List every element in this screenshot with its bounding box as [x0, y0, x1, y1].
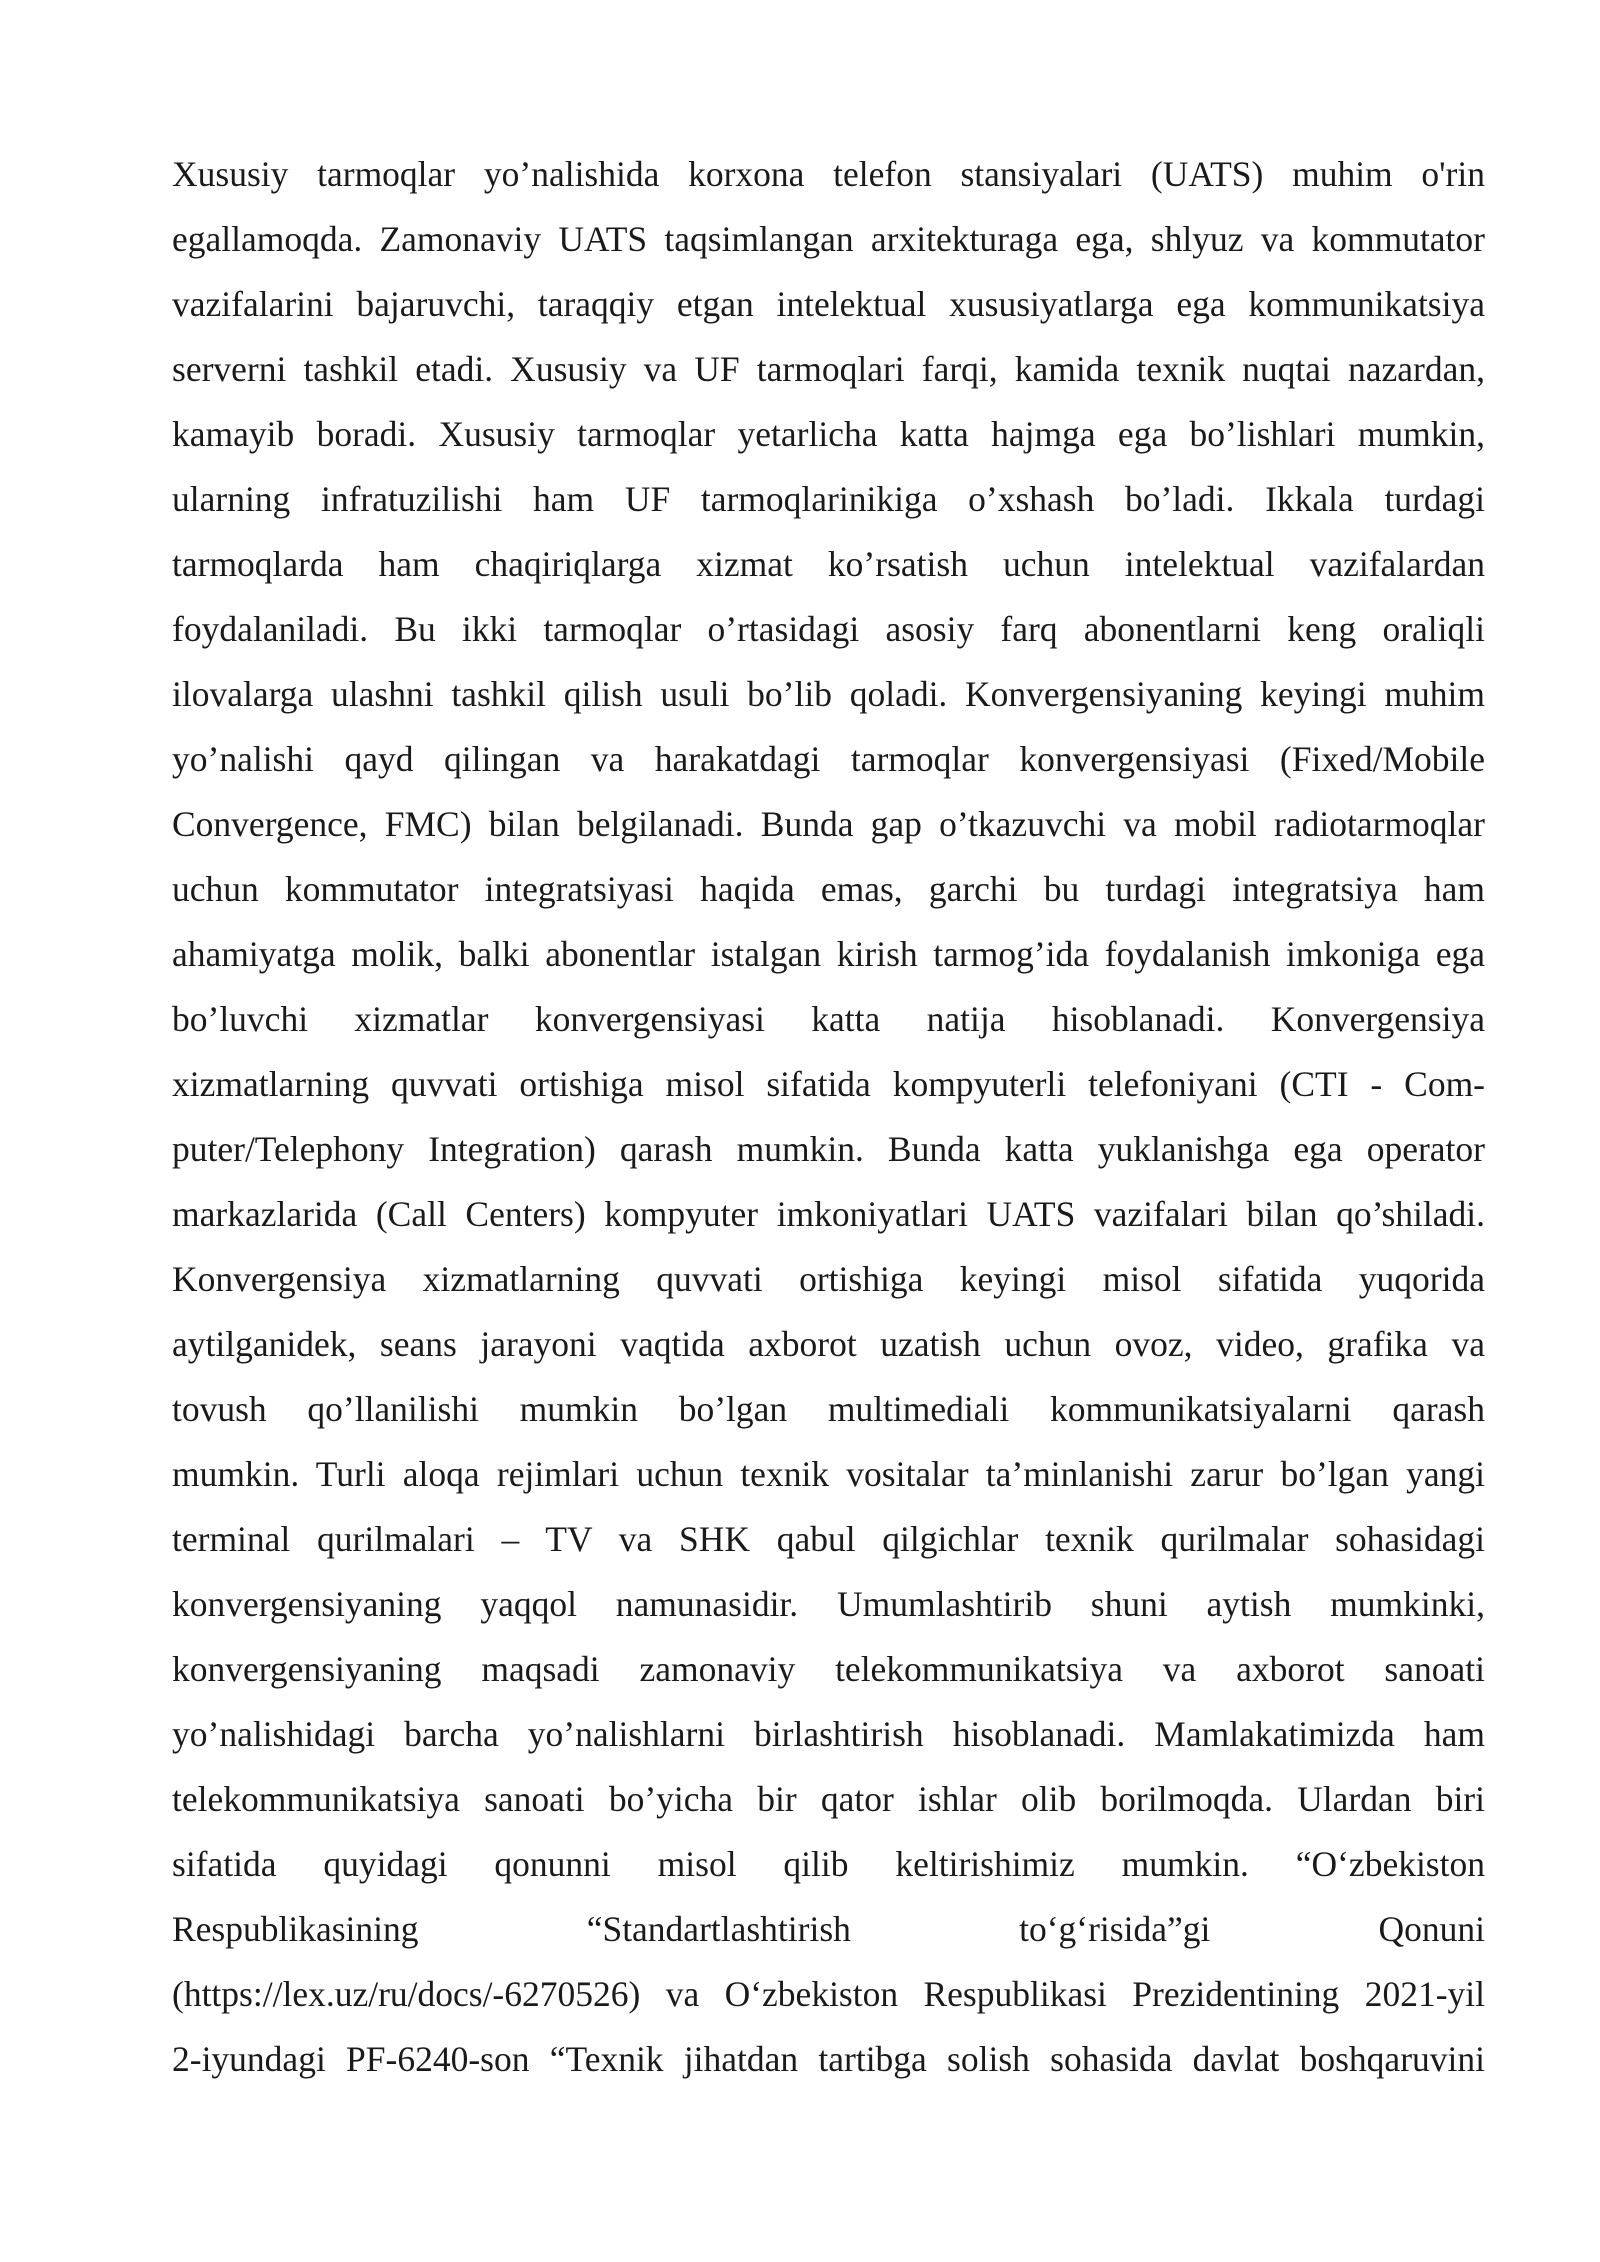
text-line: kamayib boradi. Xususiy tarmoqlar yetarlicha katta hajmga ega bo’lishlari mumkin,	[172, 414, 1485, 454]
text-line: ularning infratuzilishi ham UF tarmoqlarinikiga o’xshash bo’ladi. Ikkala turdagi	[172, 479, 1485, 519]
text-line: yo’nalishidagi barcha yo’nalishlarni birlashtirish hisoblanadi. Mamlakatimizda ham	[172, 1714, 1485, 1754]
text-line: konvergensiyaning yaqqol namunasidir. Umumlashtirib shuni aytish mumkinki,	[172, 1584, 1485, 1624]
text-line: ilovalarga ulashni tashkil qilish usuli bo’lib qoladi. Konvergensiyaning keyingi muhim	[172, 674, 1485, 714]
text-line: tovush qo’llanilishi mumkin bo’lgan multimediali kommunikatsiyalarni qarash	[172, 1389, 1485, 1429]
text-line: uchun kommutator integratsiyasi haqida emas, garchi bu turdagi integratsiya ham	[172, 869, 1485, 909]
text-line: sifatida quyidagi qonunni misol qilib keltirishimiz mumkin. “O‘zbekiston	[172, 1844, 1485, 1884]
text-line: yo’nalishi qayd qilingan va harakatdagi tarmoqlar konvergensiyasi (Fixed/Mobile	[172, 739, 1485, 779]
text-line: (https://lex.uz/ru/docs/-6270526) va O‘zbekiston Respublikasi Prezidentining 2021-yil	[172, 1974, 1485, 2014]
text-line: aytilganidek, seans jarayoni vaqtida axborot uzatish uchun ovoz, video, grafika va	[172, 1324, 1485, 1364]
text-line: foydalaniladi. Bu ikki tarmoqlar o’rtasidagi asosiy farq abonentlarni keng oraliqli	[172, 609, 1485, 649]
text-line: 2-iyundagi PF-6240-son “Texnik jihatdan tartibga solish sohasida davlat boshqaruvini	[172, 2039, 1485, 2079]
text-line: egallamoqda. Zamonaviy UATS taqsimlangan arxitekturaga ega, shlyuz va kommutator	[172, 219, 1485, 259]
text-line: vazifalarini bajaruvchi, taraqqiy etgan intelektual xususiyatlarga ega kommunikatsiya	[172, 284, 1485, 324]
text-line: Convergence, FMC) bilan belgilanadi. Bunda gap o’tkazuvchi va mobil radiotarmoqlar	[172, 804, 1485, 844]
text-line: ahamiyatga molik, balki abonentlar istalgan kirish tarmog’ida foydalanish imkoniga ega	[172, 934, 1485, 974]
text-line: terminal qurilmalari – TV va SHK qabul qilgichlar texnik qurilmalar sohasidagi	[172, 1519, 1485, 1559]
text-line: tarmoqlarda ham chaqiriqlarga xizmat ko’rsatish uchun intelektual vazifalardan	[172, 544, 1485, 584]
text-line: puter/Telephony Integration) qarash mumkin. Bunda katta yuklanishga ega operator	[172, 1129, 1485, 1169]
text-line: markazlarida (Call Centers) kompyuter imkoniyatlari UATS vazifalari bilan qo’shiladi.	[172, 1194, 1485, 1234]
text-line: Konvergensiya xizmatlarning quvvati ortishiga keyingi misol sifatida yuqorida	[172, 1259, 1485, 1299]
text-line: mumkin. Turli aloqa rejimlari uchun texnik vositalar ta’minlanishi zarur bo’lgan yangi	[172, 1454, 1485, 1494]
text-line: bo’luvchi xizmatlar konvergensiyasi katta natija hisoblanadi. Konvergensiya	[172, 999, 1485, 1039]
text-line: Xususiy tarmoqlar yo’nalishida korxona telefon stansiyalari (UATS) muhim o'rin	[172, 154, 1485, 194]
body-paragraph	[172, 142, 1485, 2092]
text-line: konvergensiyaning maqsadi zamonaviy telekommunikatsiya va axborot sanoati	[172, 1649, 1485, 1689]
text-line: xizmatlarning quvvati ortishiga misol sifatida kompyuterli telefoniyani (CTI - Com-	[172, 1064, 1485, 1104]
text-line: serverni tashkil etadi. Xususiy va UF tarmoqlari farqi, kamida texnik nuqtai nazardan,	[172, 349, 1485, 389]
text-line: telekommunikatsiya sanoati bo’yicha bir qator ishlar olib borilmoqda. Ulardan biri	[172, 1779, 1485, 1819]
text-line: Respublikasining “Standartlashtirish to‘g‘risida”gi Qonuni	[172, 1909, 1485, 1949]
